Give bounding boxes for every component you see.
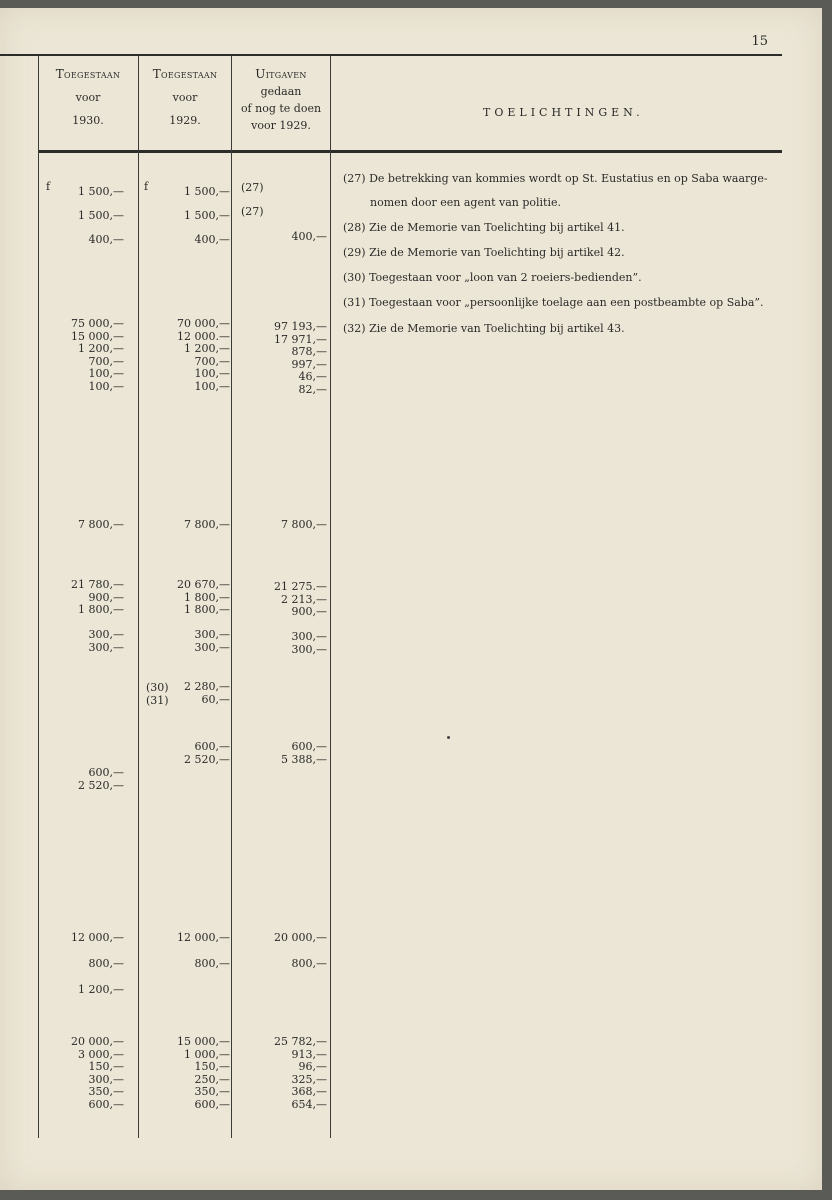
amount: 1 800,— [184, 590, 230, 604]
note-29: (29) Zie de Memorie van Toelichting bij artikel 42. [343, 246, 625, 259]
amount: 1 500,— [78, 209, 124, 222]
amount: 2 520,— [78, 778, 124, 792]
note-32: (32) Zie de Memorie van Toelichting bij artikel 43. [343, 322, 625, 335]
header-col2-title: Toegestaan [152, 67, 218, 81]
header-col-uitgaven [233, 66, 329, 134]
header-bottom-rule [38, 150, 782, 153]
amount: 1 500,— [184, 185, 230, 198]
column-divider-3 [330, 56, 331, 1138]
amount: 17 971,— [274, 332, 327, 346]
amount: 70 000,— [177, 317, 230, 330]
amount: 100,— [194, 367, 230, 381]
amount: 600,— [88, 766, 124, 779]
amount: 300,— [194, 628, 230, 641]
amount: 21 780,— [71, 578, 124, 591]
amount: 96,— [298, 1060, 327, 1074]
amount: 1 800,— [184, 603, 230, 617]
amount: 12 000,— [71, 931, 124, 944]
amount: 300,— [88, 628, 124, 641]
amount: 900,— [291, 605, 327, 619]
amount: 7 800,— [281, 518, 327, 531]
header-col3-line3: of nog te doen [240, 102, 322, 115]
col2-group-6 [184, 741, 230, 766]
note-27-line2: nomen door een agent van politie. [370, 196, 561, 209]
col3-group-3 [281, 519, 327, 532]
note-ref-31: (31) [146, 694, 169, 707]
col2-group-5b [184, 681, 230, 706]
note-27-line1: (27) De betrekking van kommies wordt op St. Eustatius en op Saba waarge- [343, 172, 768, 185]
amount: 20 000,— [274, 931, 327, 944]
amount: 7 800,— [184, 518, 230, 531]
note-ref-27a: (27) [241, 181, 264, 194]
amount: 25 782,— [274, 1035, 327, 1048]
column-divider-2 [231, 56, 232, 1138]
amount: 82,— [298, 382, 327, 396]
header-top-rule [0, 54, 782, 56]
amount: 350,— [194, 1085, 230, 1099]
col2-group-5 [195, 629, 231, 654]
amount: 20 000,— [71, 1035, 124, 1048]
amount: 654,— [291, 1097, 327, 1111]
col2-group-8 [177, 1036, 230, 1112]
note-30: (30) Toegestaan voor „loon van 2 roeiers-bedienden”. [343, 271, 642, 284]
col1-group-1 [78, 180, 124, 252]
amount: 1 500,— [184, 209, 230, 222]
amount: 15 000,— [71, 329, 124, 343]
amount: 325,— [291, 1072, 327, 1086]
amount: 100,— [194, 379, 230, 393]
amount: 600,— [291, 740, 327, 753]
header-col3-line4: voor 1929. [251, 119, 311, 132]
amount: 300,— [88, 640, 124, 654]
currency-symbol-col1: f [46, 180, 51, 193]
amount: 2 520,— [184, 752, 230, 766]
amount: 400,— [88, 233, 124, 246]
col1-group-2 [71, 318, 124, 394]
amount: 600,— [88, 1097, 124, 1111]
amount: 800,— [194, 957, 230, 970]
amount: 100,— [88, 367, 124, 381]
amount: 368,— [291, 1085, 327, 1099]
note-28: (28) Zie de Memorie van Toelichting bij artikel 41. [343, 221, 625, 234]
amount: 2 213,— [281, 592, 327, 606]
amount: 1 200,— [78, 342, 124, 356]
amount: 1 200,— [184, 342, 230, 356]
amount: 46,— [298, 370, 327, 384]
col1-group-5 [89, 629, 125, 654]
col3-group-8 [274, 1036, 327, 1112]
header-toelichtingen: TOELICHTINGEN. [483, 106, 644, 119]
amount: 3 000,— [78, 1047, 124, 1061]
amount: 300,— [88, 1072, 124, 1086]
amount: 100,— [88, 379, 124, 393]
note-31: (31) Toegestaan voor „persoonlijke toelage aan een postbeambte op Saba”. [343, 296, 764, 309]
col1-group-7 [71, 925, 124, 1003]
col1-group-4 [71, 579, 124, 617]
col3-group-2 [274, 321, 327, 397]
column-divider-1 [138, 56, 139, 1138]
col1-group-8 [71, 1036, 124, 1112]
currency-symbol-col2: f [144, 180, 149, 193]
amount: 5 388,— [281, 752, 327, 766]
col3-group-5 [292, 631, 328, 656]
amount: 1 000,— [184, 1047, 230, 1061]
amount: 700,— [88, 354, 124, 368]
amount: 997,— [291, 357, 327, 371]
header-col3-title: Uitgaven [255, 67, 307, 81]
header-col3-line2: gedaan [260, 85, 302, 98]
amount: 75 000,— [71, 317, 124, 330]
col3-group-7 [274, 925, 327, 977]
amount: 800,— [291, 957, 327, 970]
amount: 12 000.— [177, 329, 230, 343]
note-ref-27b: (27) [241, 205, 264, 218]
header-col1-line2: voor [75, 91, 101, 104]
col2-group-7 [177, 925, 230, 977]
paper-speck [447, 736, 450, 739]
amount: 300,— [194, 640, 230, 654]
amount: 600,— [194, 1097, 230, 1111]
amount: 150,— [88, 1060, 124, 1074]
amount: 150,— [194, 1060, 230, 1074]
col2-group-3 [184, 519, 230, 532]
amount: 350,— [88, 1085, 124, 1099]
amount: 878,— [291, 345, 327, 359]
amount: 400,— [194, 233, 230, 246]
amount: 7 800,— [78, 518, 124, 531]
header-col2-line2: voor [172, 91, 198, 104]
document-page [0, 8, 822, 1190]
amount: 250,— [194, 1072, 230, 1086]
col1-group-3 [78, 519, 124, 532]
table-left-rule [38, 56, 39, 1138]
amount: 900,— [88, 590, 124, 604]
note-ref-30: (30) [146, 681, 169, 694]
col3-group-1 [292, 231, 328, 244]
amount: 1 200,— [78, 983, 124, 996]
col1-group-6 [78, 767, 124, 792]
amount: 20 670,— [177, 578, 230, 591]
header-col1-title: Toegestaan [55, 67, 121, 81]
amount: 1 800,— [78, 603, 124, 617]
col3-group-4 [274, 581, 327, 619]
amount: 15 000,— [177, 1035, 230, 1048]
col2-group-4 [177, 579, 230, 617]
amount: 800,— [88, 957, 124, 970]
header-col-1929 [140, 66, 230, 129]
amount: 2 280,— [184, 680, 230, 693]
col2-group-1 [184, 180, 230, 252]
amount: 400,— [291, 230, 327, 243]
col2-group-2 [177, 318, 230, 394]
amount: 300,— [291, 642, 327, 656]
amount: 700,— [194, 354, 230, 368]
header-col2-year: 1929. [169, 114, 201, 127]
amount: 21 275.— [274, 580, 327, 593]
col3-group-6 [281, 741, 327, 766]
header-col-1930 [40, 66, 136, 129]
amount: 60,— [201, 692, 230, 706]
amount: 1 500,— [78, 185, 124, 198]
amount: 300,— [291, 630, 327, 643]
amount: 97 193,— [274, 320, 327, 333]
page-number: 15 [751, 34, 768, 49]
amount: 12 000,— [177, 931, 230, 944]
header-col1-year: 1930. [72, 114, 104, 127]
amount: 913,— [291, 1047, 327, 1061]
amount: 600,— [194, 740, 230, 753]
